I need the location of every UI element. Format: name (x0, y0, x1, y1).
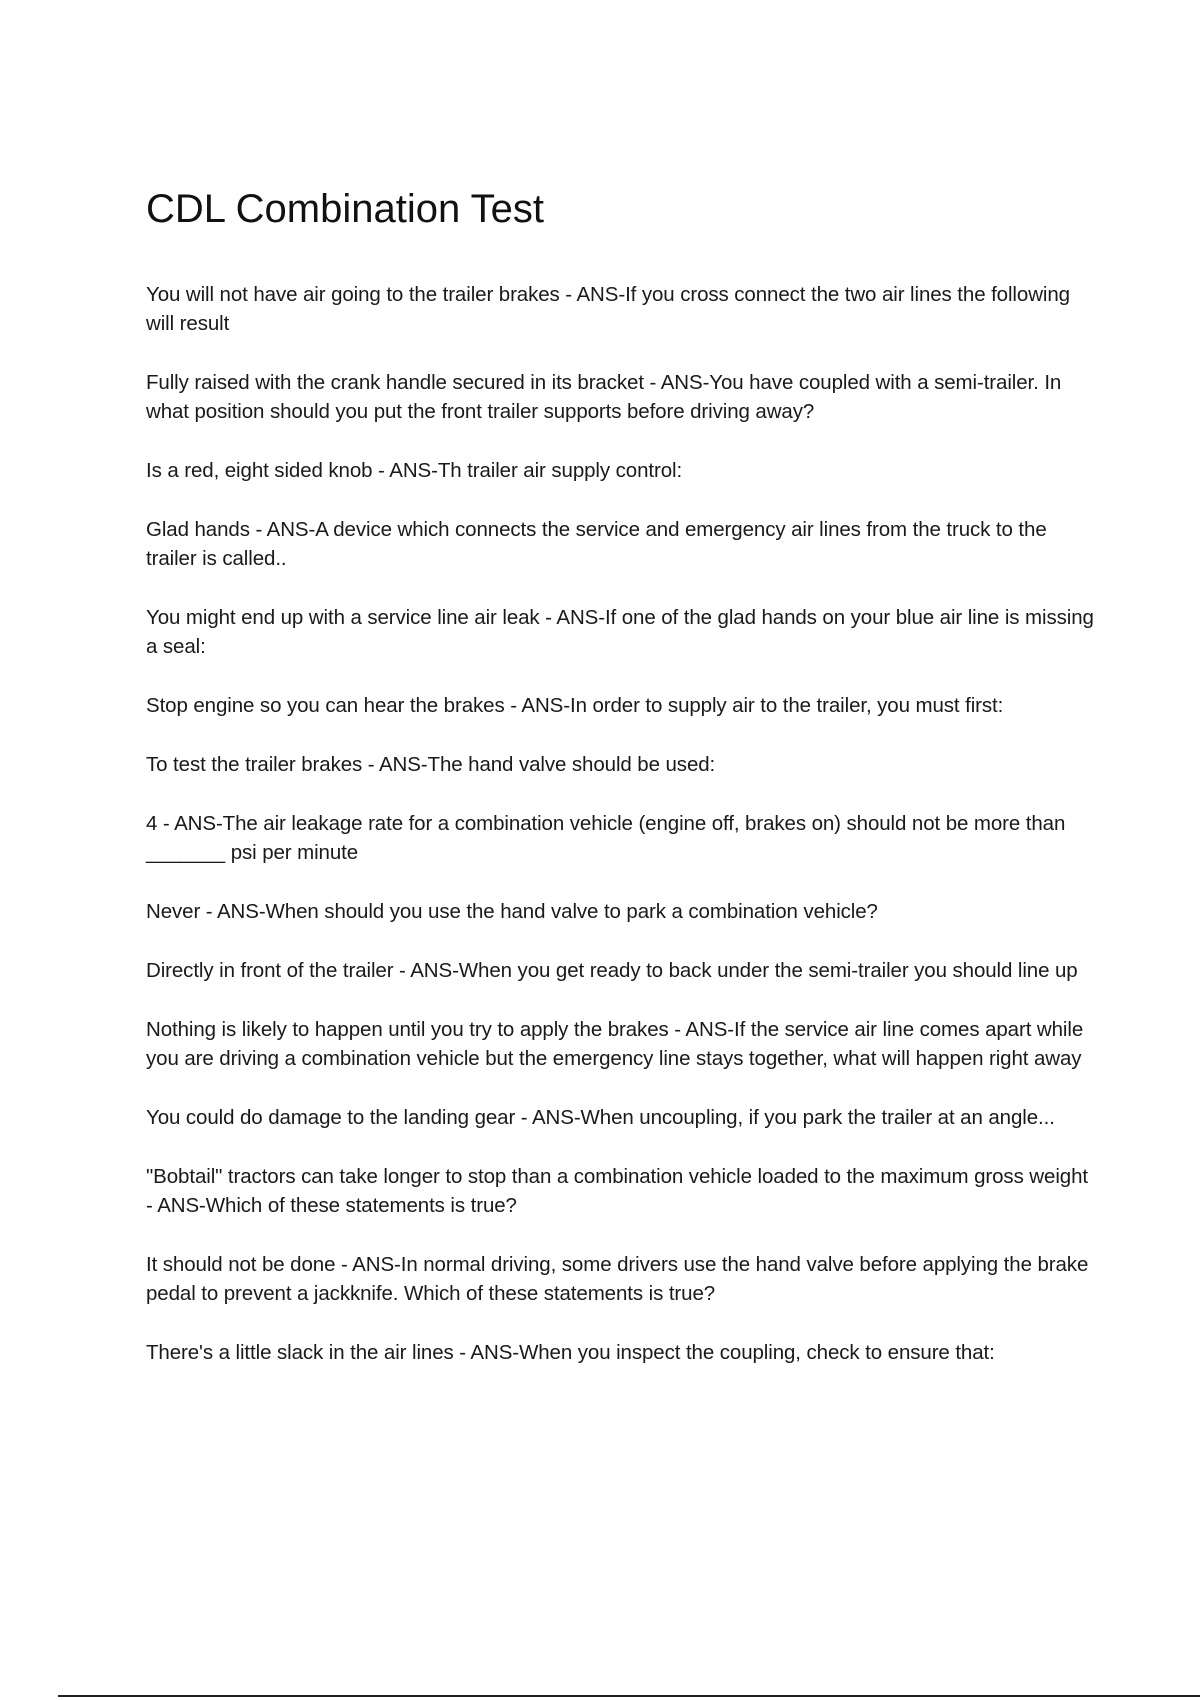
qa-item: Directly in front of the trailer - ANS-When you get ready to back under the semi-trailer you should line up (146, 959, 1078, 982)
qa-item: You might end up with a service line air leak - ANS-If one of the glad hands on your blue air line is missing a seal: (146, 606, 1094, 658)
qa-list (146, 280, 1096, 1397)
qa-item: It should not be done - ANS-In normal driving, some drivers use the hand valve before applying the brake pedal to prevent a jackknife. Which of these statements is true? (146, 1253, 1089, 1305)
qa-item: Glad hands - ANS-A device which connects the service and emergency air lines from the truck to the trailer is called.. (146, 518, 1047, 570)
qa-item: Never - ANS-When should you use the hand valve to park a combination vehicle? (146, 900, 878, 923)
qa-item: 4 - ANS-The air leakage rate for a combination vehicle (engine off, brakes on) should not be more than _______ psi per minute (146, 812, 1066, 864)
qa-item: There's a little slack in the air lines - ANS-When you inspect the coupling, check to ensure that: (146, 1341, 995, 1364)
page-title: CDL Combination Test (146, 187, 544, 231)
qa-item: You will not have air going to the trailer brakes - ANS-If you cross connect the two air lines the following will result (146, 283, 1070, 335)
qa-item: You could do damage to the landing gear - ANS-When uncoupling, if you park the trailer at an angle... (146, 1106, 1055, 1129)
qa-item: Nothing is likely to happen until you try to apply the brakes - ANS-If the service air line comes apart while you are driving a combination vehicle but the emergency line stays together, what will happen right away (146, 1018, 1084, 1070)
qa-item: Stop engine so you can hear the brakes - ANS-In order to supply air to the trailer, you must first: (146, 694, 1004, 717)
qa-item: "Bobtail" tractors can take longer to stop than a combination vehicle loaded to the maximum gross weight - ANS-Which of these statements is true? (146, 1165, 1088, 1217)
page-bottom-divider (58, 1695, 1200, 1697)
qa-item: Is a red, eight sided knob - ANS-Th trailer air supply control: (146, 459, 683, 482)
qa-item: Fully raised with the crank handle secured in its bracket - ANS-You have coupled with a semi-trailer. In what position should you put the front trailer supports before driving away? (146, 371, 1062, 423)
qa-item: To test the trailer brakes - ANS-The hand valve should be used: (146, 753, 716, 776)
